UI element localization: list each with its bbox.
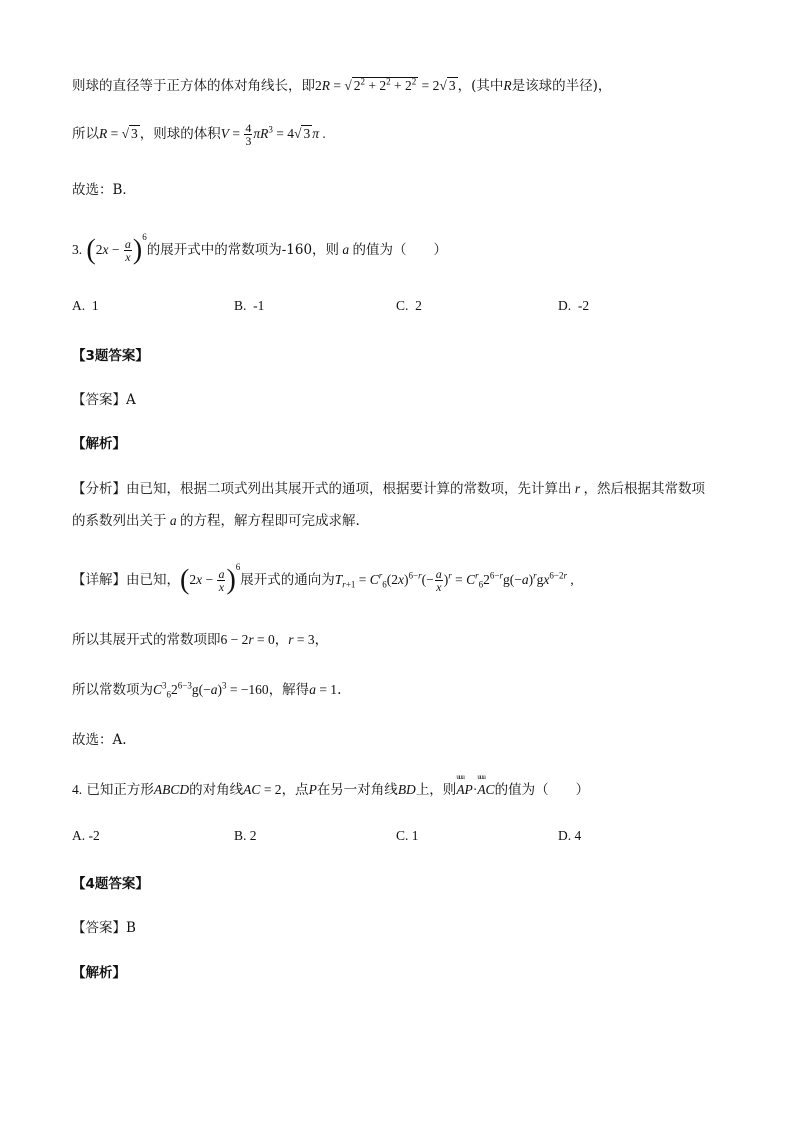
option-a-4[interactable]: A. -2 — [72, 828, 100, 843]
option-b[interactable]: B. -1 — [234, 298, 265, 313]
option-c[interactable]: C. 2 — [396, 298, 422, 313]
solution-line-diameter: 则球的直径等于正方体的体对角线长，即2R = √ $2^2 + 2^2 + 2^2 = 2√$ 3 ，(其中R是该球的半径)， — [72, 76, 612, 94]
analysis-title-3: 【解析】 — [72, 436, 126, 452]
option-d-4[interactable]: D. 4 — [558, 828, 582, 843]
option-d[interactable]: D. -2 — [558, 298, 590, 313]
text: 的值为（ ） — [352, 242, 448, 258]
detail-line-2: 所以其展开式的常数项即6 − 2r = 0，r = 3， — [72, 632, 329, 648]
analysis-title-4: 【解析】 — [72, 965, 126, 981]
question-3-stem: 3. (2x − $\frac{a}{x}$ )$^6$的展开式中的常数项为-160，则 a 的值为（ ） — [72, 232, 448, 266]
fraction: $\frac{4}{3}$ — [245, 121, 252, 148]
answer-title-4: 【4题答案】 — [72, 876, 149, 892]
analysis-line-2: 的系数列出关于 a 的方程，解方程即可完成求解. — [72, 513, 360, 529]
question-4-stem: 4. 已知正方形ABCD的对角线AC = 2，点P在另一对角线BD上，则uuu AP·uuu AC的值为（ ） — [72, 778, 589, 798]
text: 所以 — [72, 126, 99, 142]
answer-3: 【答案】A — [72, 392, 136, 408]
text: ，(其中 — [457, 78, 504, 94]
fraction: $\frac{a}{x}$ — [218, 567, 225, 594]
answer-title-3: 【3题答案】 — [72, 348, 149, 364]
solution-line-volume: 所以R = √ 3 ，则球的体积V = $\frac{4}{3}$ $\pi R^3 = 4√$ 3 π . — [72, 121, 326, 148]
fraction: $\frac{a}{x}$ — [435, 567, 442, 594]
text: 的展开式中的常数项为-160，则 — [146, 242, 340, 258]
analysis-line-1: 【分析】由已知，根据二项式列出其展开式的通项，根据要计算的常数项，先计算出 r ，然后根据其常数项 — [72, 481, 706, 497]
choose-line-3: 故选：A. — [72, 732, 127, 748]
choose-line: 故选：B． — [72, 182, 136, 198]
option-c-4[interactable]: C. 1 — [396, 828, 419, 843]
option-b-4[interactable]: B. 2 — [234, 828, 257, 843]
text: 则球的直径等于正方体的体对角线长，即 — [72, 78, 315, 94]
answer-4: 【答案】B — [72, 920, 136, 936]
text: ，则球的体积 — [139, 126, 221, 142]
text: 是该球的半径)， — [511, 78, 612, 94]
question-number: 3. — [72, 242, 83, 257]
fraction: $\frac{a}{x}$ — [124, 237, 131, 264]
option-a[interactable]: A. 1 — [72, 298, 99, 313]
detail-line-3: 所以常数项为$C^3_62^{6-3}g(-a)^3 = -160$，解得a = 1. — [72, 680, 342, 700]
detail-line-1: 【详解】由已知，(2x − $\frac{a}{x}$ )$^6$展开式的通向为$T_{r+1} = C^r_6(2x)^{6-r}(-$ $\frac{a}{x}$ )$^r = C^r_62^{6-r}g(-a)^rgx^{6-2r}$ , — [72, 562, 574, 596]
